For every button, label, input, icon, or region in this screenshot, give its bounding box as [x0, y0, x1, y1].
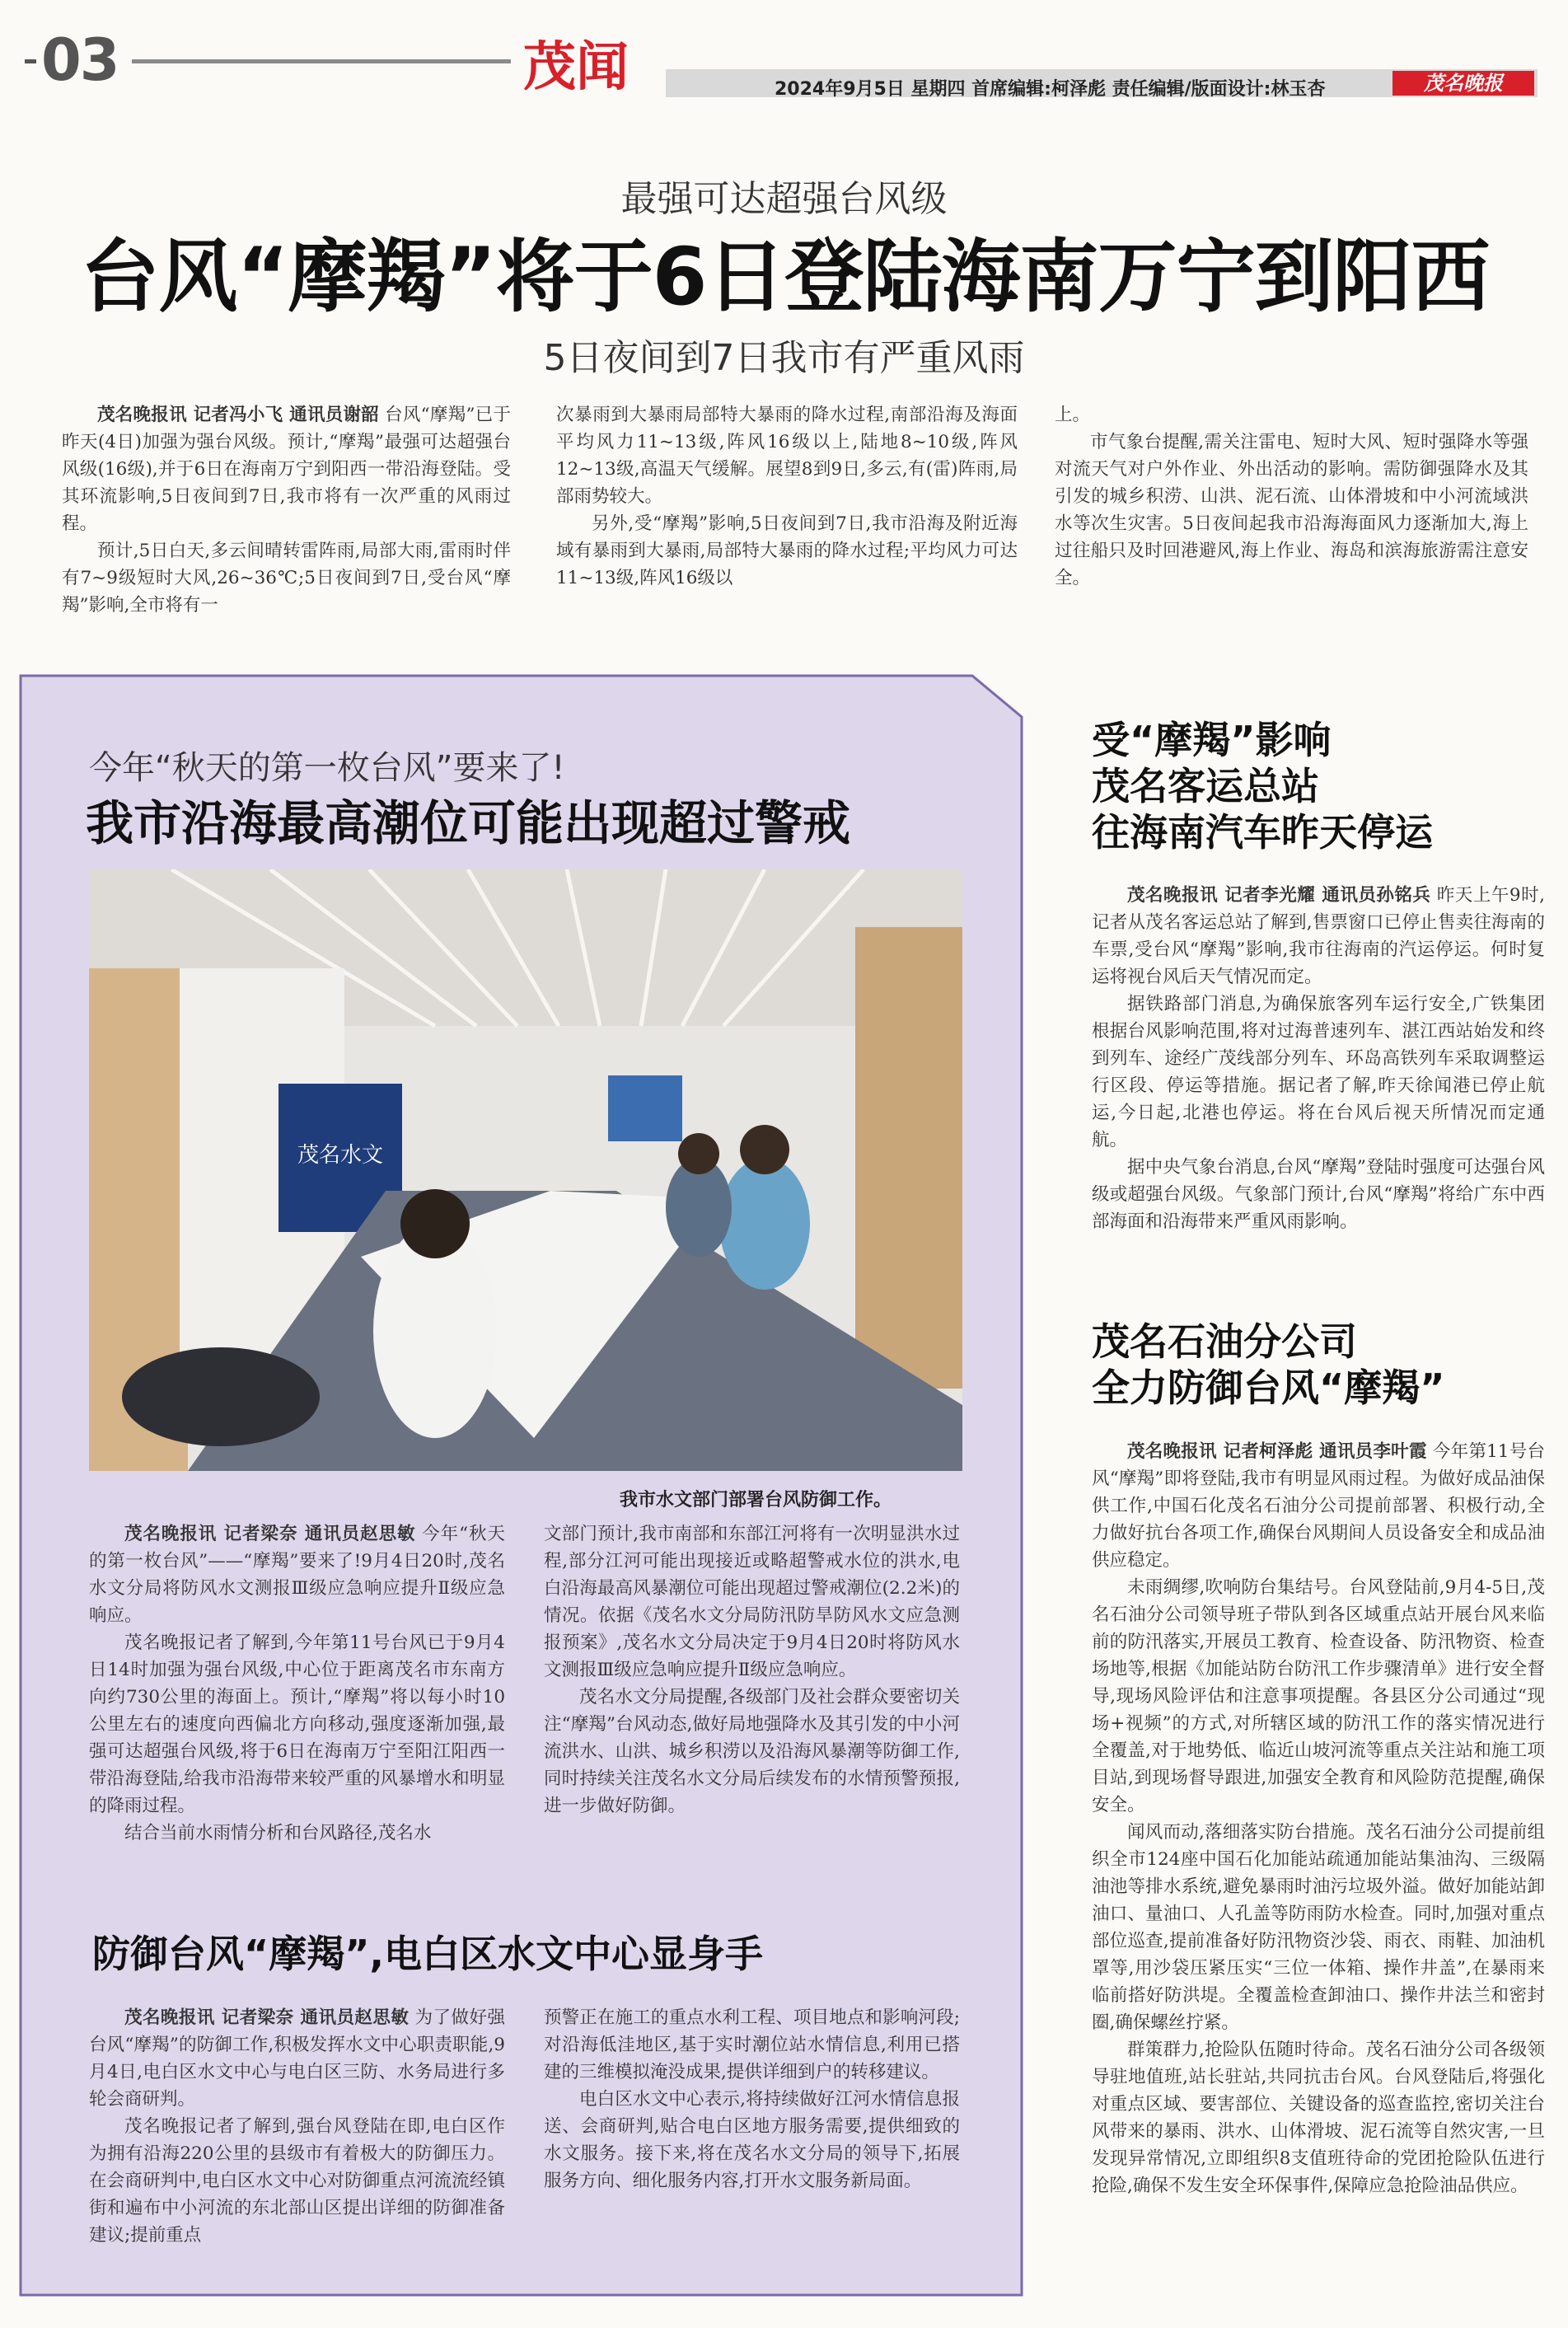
meeting-photo [89, 869, 962, 1471]
lead-byline: 茂名晚报讯 记者冯小飞 通讯员谢韶 [97, 405, 380, 425]
lead-headline: 台风“摩羯”将于6日登陆海南万宁到阳西 [80, 231, 1490, 323]
story2-byline: 茂名晚报讯 记者梁奈 通讯员赵思敏 [124, 2007, 410, 2028]
right1-body: 茂名晚报讯 记者李光耀 通讯员孙铭兵 昨天上午9时,记者从茂名客运总站了解到,售票窗口已停止售卖往海南的车票,受台风“摩羯”影响,我市往海南的汽运停运。何时复运将视台风后天气情况而定。 据铁路部门消息,为确保旅客列车运行安全,广铁集团根据台风影响范围,将对过海普速列车、湛江西站始发和终到列车、途经广茂线部分列车、环岛高铁列车采取调整运行区段、停运等措施。据记者了解,昨天徐闻港已停止航运,今日起,北港也停运。将在台风后视天所情况而定通航。 据中央气象台消息,台风“摩羯”登陆时强度可达强台风级或超强台风级。气象部门预计,台风“摩羯”将给广东中西部海面和沿海带来严重风雨影响。 [1092, 885, 1545, 1232]
page-number: 03 [41, 26, 119, 94]
lead-column-3: 上。 市气象台提醒,需关注雷电、短时大风、短时强降水等强对流天气对户外作业、外出活动的影响。需防御强降水及其引发的城乡积涝、山洪、泥石流、山体滑坡和中小河流域洪水等次生灾害。5日夜间起我市沿海海面风力逐渐加大,海上过往船只及时回港避风,海上作业、海岛和滨海旅游需注意安全。 [1055, 405, 1528, 588]
right2-headline: 茂名石油分公司 全力防御台风“摩羯” [1092, 1319, 1445, 1410]
date-line: 2024年9月5日 星期四 首席编辑:柯泽彪 责任编辑/版面设计:林玉杏 [775, 79, 1326, 100]
panel-headline: 我市沿海最高潮位可能出现超过警戒 [86, 795, 851, 851]
paper-logo: 茂名晚报 [1392, 71, 1534, 96]
section-title: 茂闻 [523, 36, 629, 98]
right1-byline: 茂名晚报讯 记者李光耀 通讯员孙铭兵 [1127, 885, 1431, 906]
story2-headline: 防御台风“摩羯”,电白区水文中心显身手 [92, 1932, 763, 1976]
panel-kicker: 今年“秋天的第一枚台风”要来了! [89, 749, 565, 787]
story1-byline: 茂名晚报讯 记者梁奈 通讯员赵思敏 [124, 1524, 416, 1544]
story2-column-2: 预警正在施工的重点水利工程、项目地点和影响河段;对沿海低洼地区,基于实时潮位站水情信息,利用已搭建的三维模拟淹没成果,提供详细到户的转移建议。 电白区水文中心表示,将持续做好江河水情信息报送、会商研判,贴合电白区地方服务需要,提供细致的水文服务。接下来,将在茂名水文分局的领导下,拓展服务方向、细化服务内容,打开水文服务新局面。 [544, 2007, 960, 2191]
right1-headline: 受“摩羯”影响 茂名客运总站 往海南汽车昨天停运 [1092, 718, 1433, 855]
photo-caption: 我市水文部门部署台风防御工作。 [620, 1490, 892, 1511]
lead-subhead: 5日夜间到7日我市有严重风雨 [543, 337, 1025, 379]
story1-column-2: 文部门预计,我市南部和东部江河将有一次明显洪水过程,部分江河可能出现接近或略超警戒水位的洪水,电白沿海最高风暴潮位可能出现超过警戒潮位(2.2米)的情况。依据《茂名水文分局防汛防旱防风水文应急测报预案》,茂名水文分局决定于9月4日20时将防风水文测报Ⅲ级应急响应提升Ⅱ级应急响应。 茂名水文分局提醒,各级部门及社会群众要密切关注“摩羯”台风动态,做好局地强降水及其引发的中小河流洪水、山洪、城乡积涝以及沿海风暴潮等防御工作,同时持续关注茂名水文分局后续发布的水情预警预报,进一步做好防御。 [544, 1524, 960, 1816]
story2-column-1: 茂名晚报讯 记者梁奈 通讯员赵思敏 为了做好强台风“摩羯”的防御工作,积极发挥水文中心职责职能,9月4日,电白区水文中心与电白区三防、水务局进行多轮会商研判。 茂名晚报记者了解到,强台风登陆在即,电白区作为拥有沿海220公里的县级市有着极大的防御压力。在会商研判中,电白区水文中心对防御重点河流流经镇街和遍布中小河流的东北部山区提出详细的防御准备建议;提前重点 [89, 2007, 505, 2246]
right2-body: 茂名晚报讯 记者柯泽彪 通讯员李叶霞 今年第11号台风“摩羯”即将登陆,我市有明显风雨过程。为做好成品油保供工作,中国石化茂名石油分公司提前部署、积极行动,全力做好抗台各项工作,确保台风期间人员设备安全和成品油供应稳定。 未雨绸缪,吹响防台集结号。台风登陆前,9月4-5日,茂名石油分公司领导班子带队到各区域重点站开展台风来临前的防汛落实,开展员工教育、检查设备、防汛物资、检查场地等,根据《加能站防台防汛工作步骤清单》进行安全督导,现场风险评估和注意事项提醒。各县区分公司通过“现场+视频”的方式,对所辖区域的防汛工作的落实情况进行全覆盖,对于地势低、临近山坡河流等重点关注站和施工项目站,到现场督导跟进,加强安全教育和风险防范提醒,确保安全。 闻风而动,落细落实防台措施。茂名石油分公司提前组织全市124座中国石化加能站疏通加能站集油沟、三级隔油池等排水系统,避免暴雨时油污垃圾外溢。做好加能站卸油口、量油口、人孔盖等防雨防水检查。同时,加强对重点部位巡查,提前准备好防汛物资沙袋、雨衣、雨鞋、加油机罩等,用沙袋压紧压实“三位一体箱、操作井盖”,在暴雨来临前搭好防洪堤。全覆盖检查卸油口、操作井法兰和密封圈,确保螺丝拧紧。 群策群力,抢险队伍随时待命。茂名石油分公司各级领导驻地值班,站长驻站,共同抗击台风。台风登陆后,将强化对重点区域、要害部位、关键设备的巡查监控,密切关注台风带来的暴雨、洪水、山体滑坡、泥石流等自然灾害,一旦发现异常情况,立即组织8支值班待命的党团抢险队伍进行抢险,确保不发生安全环保事件,保障应急抢险油品供应。 [1092, 1441, 1545, 2196]
right2-byline: 茂名晚报讯 记者柯泽彪 通讯员李叶霞 [1127, 1441, 1427, 1462]
lead-column-1: 茂名晚报讯 记者冯小飞 通讯员谢韶 台风“摩羯”已于昨天(4日)加强为强台风级。预计,“摩羯”最强可达超强台风级(16级),并于6日在海南万宁到阳西一带沿海登陆。受其环流影响,5日夜间到7日,我市将有一次严重的风雨过程。 预计,5日白天,多云间晴转雷阵雨,局部大雨,雷雨时伴有7~9级短时大风,26~36℃;5日夜间到7日,受台风“摩羯”影响,全市将有一 [62, 405, 511, 616]
lead-kicker: 最强可达超强台风级 [620, 178, 948, 220]
photo-sign: 茂名水文 [297, 1143, 384, 1168]
lead-column-2: 次暴雨到大暴雨局部特大暴雨的降水过程,南部沿海及海面平均风力11~13级,阵风16级以上,陆地8~10级,阵风12~13级,高温天气缓解。展望8到9日,多云,有(雷)阵雨,局部雨势较大。 另外,受“摩羯”影响,5日夜间到7日,我市沿海及附近海域有暴雨到大暴雨,局部特大暴雨的降水过程;平均风力可达11~13级,阵风16级以 [556, 405, 1018, 588]
story1-column-1: 茂名晚报讯 记者梁奈 通讯员赵思敏 今年“秋天的第一枚台风”——“摩羯”要来了!9月4日20时,茂名水文分局将防风水文测报Ⅲ级应急响应提升Ⅱ级应急响应。 茂名晚报记者了解到,今年第11号台风已于9月4日14时加强为强台风级,中心位于距离茂名市东南方向约730公里的海面上。预计,“摩羯”将以每小时10公里左右的速度向西偏北方向移动,强度逐渐加强,最强可达超强台风级,将于6日在海南万宁至阳江阳西一带沿海登陆,给我市沿海带来较严重的风暴增水和明显的降雨过程。 结合当前水雨情分析和台风路径,茂名水 [89, 1524, 505, 1843]
